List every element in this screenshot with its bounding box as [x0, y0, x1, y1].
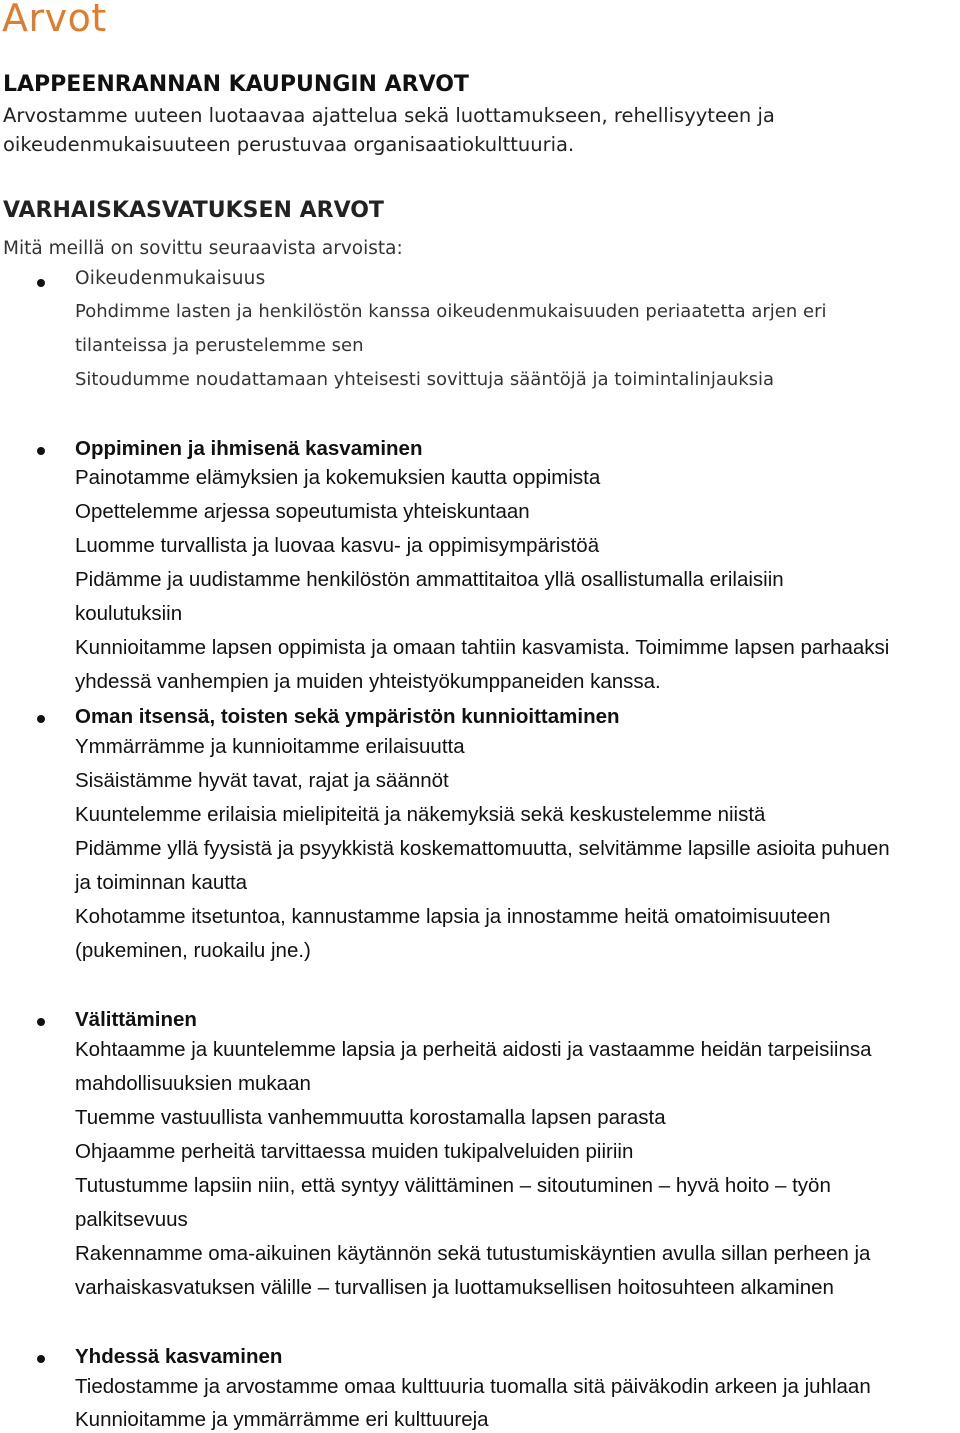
value-heading: Välittäminen — [75, 1008, 197, 1031]
value-line: Ymmärrämme ja kunnioitamme erilaisuutta — [75, 735, 465, 758]
value-line: koulutuksiin — [75, 602, 183, 625]
page-title: Arvot — [2, 0, 107, 40]
value-line: Sisäistämme hyvät tavat, rajat ja säännöt — [75, 769, 449, 792]
bullet-icon — [37, 447, 45, 455]
value-line: Pohdimme lasten ja henkilöstön kanssa oikeudenmukaisuuden periaatetta arjen eri — [75, 301, 827, 322]
value-heading: Oman itsensä, toisten sekä ympäristön kunnioittaminen — [75, 705, 620, 728]
value-line: Sitoudumme noudattamaan yhteisesti sovittuja sääntöjä ja toimintalinjauksia — [75, 369, 775, 390]
value-heading: Oppiminen ja ihmisenä kasvaminen — [75, 437, 423, 460]
value-line: Rakennamme oma-aikuinen käytännön sekä tutustumiskäyntien avulla sillan perheen ja — [75, 1242, 871, 1265]
value-line: tilanteissa ja perustelemme sen — [75, 335, 364, 356]
value-line: yhdessä vanhempien ja muiden yhteistyökumppaneiden kanssa. — [75, 670, 661, 693]
value-line: Tutustumme lapsiin niin, että syntyy välittäminen – sitoutuminen – hyvä hoito – työn — [75, 1174, 831, 1197]
value-line: varhaiskasvatuksen välille – turvallisen ja luottamuksellisen hoitosuhteen alkaminen — [75, 1276, 834, 1299]
value-line: ja toiminnan kautta — [75, 871, 248, 894]
bullet-icon — [37, 1018, 45, 1026]
value-line: Tuemme vastuullista vanhemmuutta korostamalla lapsen parasta — [75, 1106, 666, 1129]
city-values-line: oikeudenmukaisuuteen perustuvaa organisaatiokulttuuria. — [3, 133, 575, 156]
city-values-heading: LAPPEENRANNAN KAUPUNGIN ARVOT — [3, 72, 469, 97]
value-line: Luomme turvallista ja luovaa kasvu- ja oppimisympäristöä — [75, 534, 600, 557]
value-line: Kuuntelemme erilaisia mielipiteitä ja näkemyksiä sekä keskustelemme niistä — [75, 803, 766, 826]
city-values-line: Arvostamme uuteen luotaavaa ajattelua sekä luottamukseen, rehellisyyteen ja — [3, 104, 775, 127]
city-values-text — [3, 101, 803, 159]
value-line: mahdollisuuksien mukaan — [75, 1072, 311, 1095]
ece-values-heading: VARHAISKASVATUKSEN ARVOT — [3, 198, 384, 223]
value-line: (pukeminen, ruokailu jne.) — [75, 939, 311, 962]
value-line: Kohotamme itsetuntoa, kannustamme lapsia ja innostamme heitä omatoimisuuteen — [75, 905, 831, 928]
value-heading: Oikeudenmukaisuus — [75, 268, 266, 289]
value-line: Kunnioitamme ja ymmärrämme eri kulttuureja — [75, 1408, 489, 1431]
value-line: Kohtaamme ja kuuntelemme lapsia ja perheitä aidosti ja vastaamme heidän tarpeisiinsa — [75, 1038, 872, 1061]
value-line: Ohjaamme perheitä tarvittaessa muiden tukipalveluiden piiriin — [75, 1140, 634, 1163]
bullet-icon — [37, 715, 45, 723]
value-heading: Yhdessä kasvaminen — [75, 1345, 283, 1368]
value-line: Pidämme ja uudistamme henkilöstön ammattitaitoa yllä osallistumalla erilaisiin — [75, 568, 784, 591]
value-line: Pidämme yllä fyysistä ja psyykkistä koskemattomuutta, selvitämme lapsille asioita puhuen — [75, 837, 890, 860]
bullet-icon — [37, 1355, 45, 1363]
value-line: Opettelemme arjessa sopeutumista yhteiskuntaan — [75, 500, 530, 523]
ece-values-intro: Mitä meillä on sovittu seuraavista arvoista: — [3, 238, 403, 259]
value-line: palkitsevuus — [75, 1208, 188, 1231]
value-line: Painotamme elämyksien ja kokemuksien kautta oppimista — [75, 466, 601, 489]
bullet-icon — [37, 279, 45, 287]
value-line: Kunnioitamme lapsen oppimista ja omaan tahtiin kasvamista. Toimimme lapsen parhaaksi — [75, 636, 890, 659]
value-line: Tiedostamme ja arvostamme omaa kulttuuria tuomalla sitä päiväkodin arkeen ja juhlaan — [75, 1375, 871, 1398]
